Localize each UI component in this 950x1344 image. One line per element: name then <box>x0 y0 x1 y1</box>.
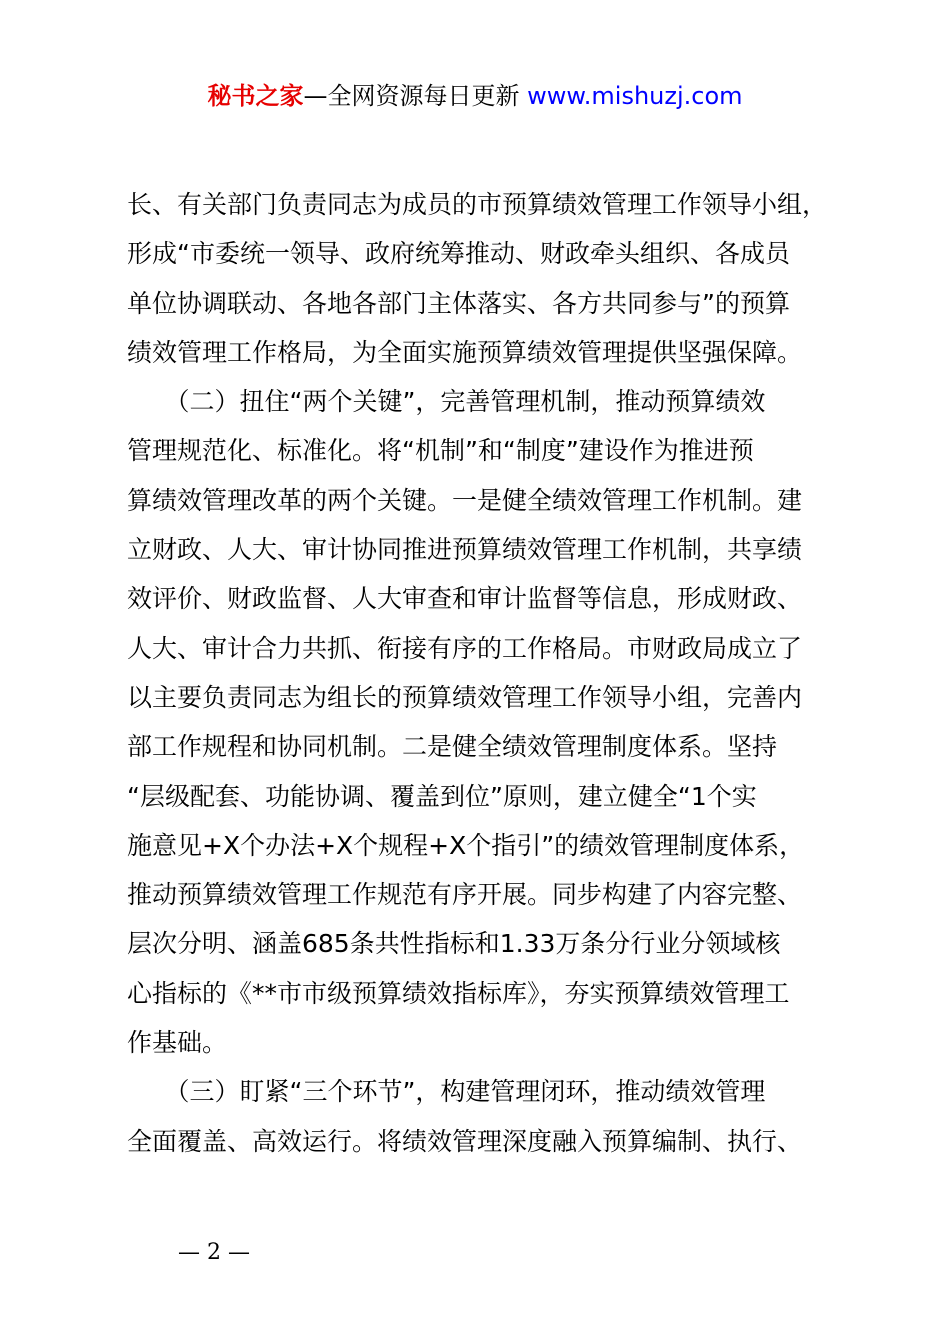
text-line: 效评价、财政监督、人大审查和审计监督等信息，形成财政、 <box>127 584 803 614</box>
header-tagline: —全网资源每日更新 <box>303 82 520 110</box>
text-line: “层级配套、功能协调、覆盖到位”原则，建立健全“1个实 <box>127 781 757 811</box>
site-url-link[interactable]: www.mishuzj.com <box>519 82 743 110</box>
text-line: 部工作规程和协同机制。二是健全绩效管理制度体系。坚持 <box>127 732 778 762</box>
text-line: （三）盯紧“三个环节”，构建管理闭环，推动绩效管理 <box>127 1077 766 1107</box>
site-header <box>0 80 950 112</box>
text-line: 立财政、人大、审计协同推进预算绩效管理工作机制，共享绩 <box>127 535 803 565</box>
text-line: 绩效管理工作格局，为全面实施预算绩效管理提供坚强保障。 <box>127 337 803 367</box>
text-line: 心指标的《**市市级预算绩效指标库》，夯实预算绩效管理工 <box>127 978 790 1008</box>
text-line: 施意见+X个办法+X个规程+X个指引”的绩效管理制度体系， <box>127 830 805 860</box>
text-line: 单位协调联动、各地各部门主体落实、各方共同参与”的预算 <box>127 288 790 318</box>
text-line: 形成“市委统一领导、政府统筹推动、财政牵头组织、各成员 <box>127 239 790 269</box>
text-line: （二）扭住“两个关键”，完善管理机制，推动预算绩效 <box>127 387 766 417</box>
text-line: 以主要负责同志为组长的预算绩效管理工作领导小组，完善内 <box>127 682 803 712</box>
text-line: 作基础。 <box>127 1028 228 1058</box>
text-line: 管理规范化、标准化。将“机制”和“制度”建设作为推进预 <box>127 436 754 466</box>
text-line: 全面覆盖、高效运行。将绩效管理深度融入预算编制、执行、 <box>127 1126 803 1156</box>
page-number: — 2 — <box>178 1240 250 1265</box>
text-line: 推动预算绩效管理工作规范有序开展。同步构建了内容完整、 <box>127 880 803 910</box>
document-body <box>127 180 839 1166</box>
text-line: 人大、审计合力共抓、衔接有序的工作格局。市财政局成立了 <box>127 633 803 663</box>
text-line: 层次分明、涵盖685条共性指标和1.33万条分行业分领域核 <box>127 929 781 959</box>
brand-name: 秘书之家 <box>207 82 304 110</box>
text-line: 算绩效管理改革的两个关键。一是健全绩效管理工作机制。建 <box>127 485 803 515</box>
text-line: 长、有关部门负责同志为成员的市预算绩效管理工作领导小组， <box>127 190 828 219</box>
